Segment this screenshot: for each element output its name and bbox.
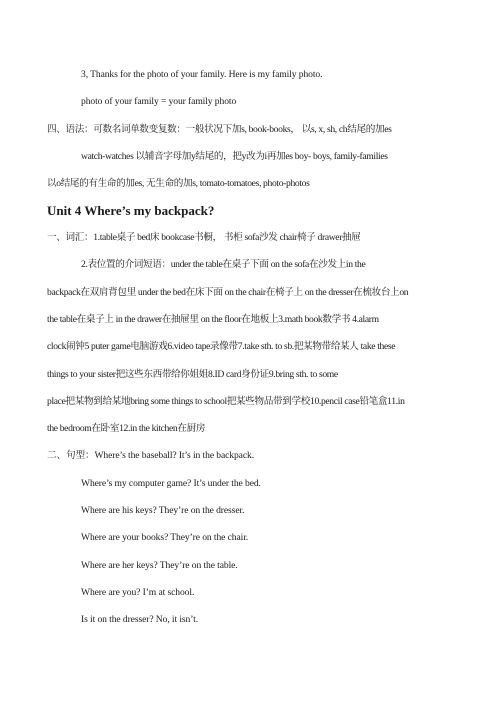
vocabulary-line: 2.表位置的介词短语：under the table在桌子下面 on the sofa在沙发上in the <box>81 259 366 270</box>
vocabulary-line: clock闹钟5 puter game电脑游戏6.video tape录像带7.take sth. to sb.把某物带给某人 take these <box>47 341 396 352</box>
text-line: photo of your family = your family photo <box>81 96 237 107</box>
sentence-line: Is it on the dresser? No, it isn’t. <box>81 614 199 625</box>
sentence-pattern-line: 二、句型：Where’s the baseball? It’s in the backpack. <box>47 450 254 461</box>
sentence-line: Where are her keys? They’re on the table. <box>81 560 238 571</box>
unit-heading: Unit 4 Where’s my backpack? <box>47 203 215 218</box>
sentence-line: Where are his keys? They’re on the dresser. <box>81 505 245 516</box>
grammar-line: watch-watches 以辅音字母加y结尾的，把y改为i再加es boy- boys, family-families <box>81 151 388 162</box>
sentence-line: Where’s my computer game? It’s under the bed. <box>81 478 261 489</box>
text-line: 3, Thanks for the photo of your family. Here is my family photo. <box>81 69 323 80</box>
grammar-line: 四、语法：可数名词单数变复数：一般状况下加s, book-books， 以s, x, sh, ch结尾的加es <box>47 124 392 135</box>
sentence-line: Where are you? I’m at school. <box>81 587 195 598</box>
vocabulary-line: backpack在双肩背包里 under the bed在床下面 on the chair在椅子上 on the dresser在梳妆台上on <box>47 287 409 298</box>
vocabulary-line: the table在桌子上 in the drawer在抽屉里 on the floor在地板上3.math book数学书 4.alarm <box>47 314 379 325</box>
sentence-line: Where are your books? They’re on the chair. <box>81 532 249 543</box>
vocabulary-line: place把某物到给某地bring some things to school把某些物品带到学校10.pencil case铅笔盒11.in <box>47 396 405 407</box>
vocabulary-line: the bedroom在卧室12.in the kitchen在厨房 <box>47 423 206 434</box>
vocabulary-line: 一、词汇：1.table桌子 bed床 bookcase书橱， 书柜 sofa沙发 chair椅子 drawer抽屉 <box>47 232 361 243</box>
grammar-line: 以o结尾的有生命的加es, 无生命的加s, tomato-tomatoes, photo-photos <box>47 178 310 189</box>
vocabulary-line: things to your sister把这些东西带给你姐姐8.ID card身份证9.bring sth. to some <box>47 369 338 380</box>
